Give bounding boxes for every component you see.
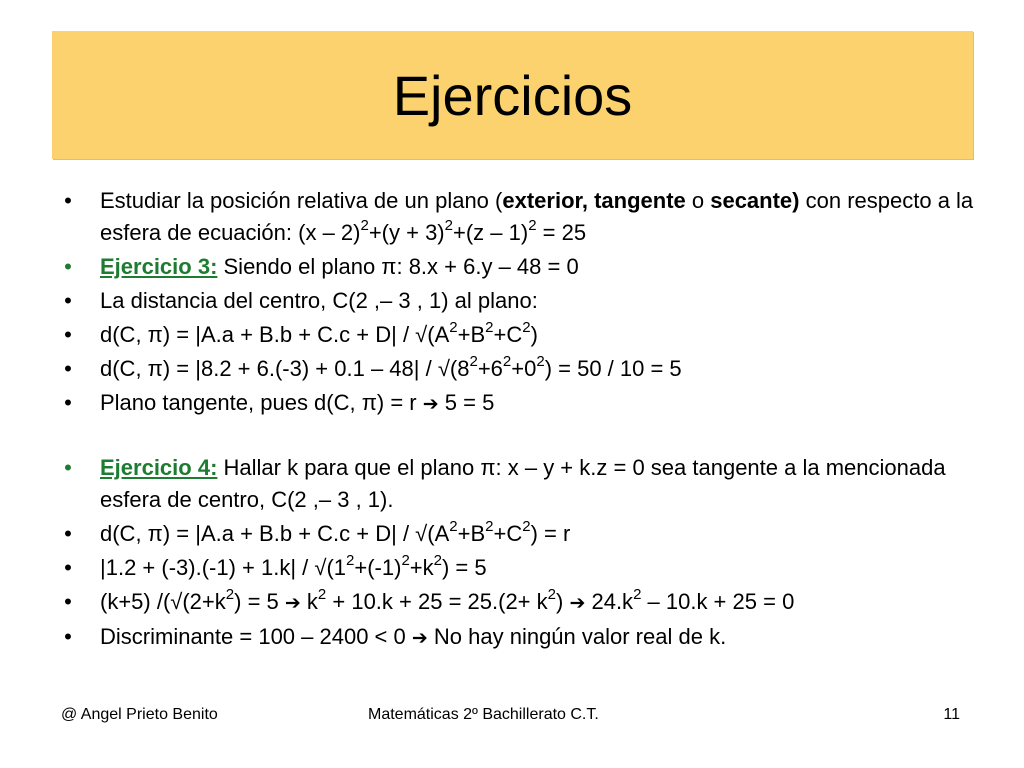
page-number: 11 [943, 706, 960, 723]
list-item: • Discriminante = 100 – 2400 < 0 ➔ No hay ningún valor real de k. [58, 621, 978, 654]
arrow-right-icon: ➔ [411, 627, 428, 649]
bullet: • [64, 521, 72, 546]
bullet: • [64, 455, 72, 480]
bullet: • [64, 322, 72, 347]
bullet: • [64, 589, 72, 614]
bullet: • [64, 555, 72, 580]
list-item: • La distancia del centro, C(2 ,– 3 , 1) al plano: [58, 285, 978, 317]
bullet: • [64, 356, 72, 381]
exercise-label: Ejercicio 4: [100, 455, 218, 480]
exercise-label: Ejercicio 3: [100, 254, 218, 279]
bullet: • [64, 288, 72, 313]
arrow-right-icon: ➔ [569, 592, 586, 614]
slide-content [58, 185, 978, 656]
list-item: • Estudiar la posición relativa de un plano (exterior, tangente o secante) con respecto a la esfera de ecuación: $(x - 2)^2+(y + 3)^2+(z - 1)^2 = 25$ [58, 185, 978, 249]
spacer [58, 422, 978, 452]
footer-author: @ Angel Prieto Benito [61, 706, 218, 723]
slide-footer [0, 706, 1024, 730]
bullet: • [64, 188, 72, 213]
title-banner [52, 31, 973, 159]
list-item: • Ejercicio 3: Siendo el plano π: 8.x + 6.y – 48 = 0 [58, 251, 978, 283]
list-item: • d(C, $\pi) = |A.a + B.b + C.c + D| / √(A^2+B^2+C^2)$ [58, 319, 978, 351]
list-item: • d(C, $\pi) = |8.2 + 6.(-3) + 0.1 - 48| / √(8^2+6^2+0^2) = 50 / 10 = 5$ [58, 353, 978, 385]
list-item: • d(C, $\pi) = |A.a + B.b + C.c + D| / √(A^2+B^2+C^2) = r$ [58, 518, 978, 550]
list-item: • $|1.2 + (-3).(-1) + 1.k| / √(1^2+(-1)^2+k^2) = 5$ [58, 552, 978, 584]
list-item: • (k+5) $/(√(2+k^2) = 5$ ➔ $k^2 + 10.k + 25 = 25.(2+ k^2)$ ➔ $24.k^2 - 10.k + 25 = 0$ [58, 586, 978, 619]
footer-course: Matemáticas 2º Bachillerato C.T. [368, 706, 599, 723]
slide-title: Ejercicios [392, 63, 633, 127]
bullet: • [64, 254, 72, 279]
bullet: • [64, 390, 72, 415]
list-item: • Plano tangente, pues d(C, π) = r ➔ 5 = 5 [58, 387, 978, 420]
bullet: • [64, 624, 72, 649]
arrow-right-icon: ➔ [284, 592, 301, 614]
list-item: • Ejercicio 4: Hallar k para que el plano π: x – y + k.z = 0 sea tangente a la mencionada esfera de centro, C(2 ,– 3 , 1). [58, 452, 978, 516]
arrow-right-icon: ➔ [422, 393, 439, 415]
